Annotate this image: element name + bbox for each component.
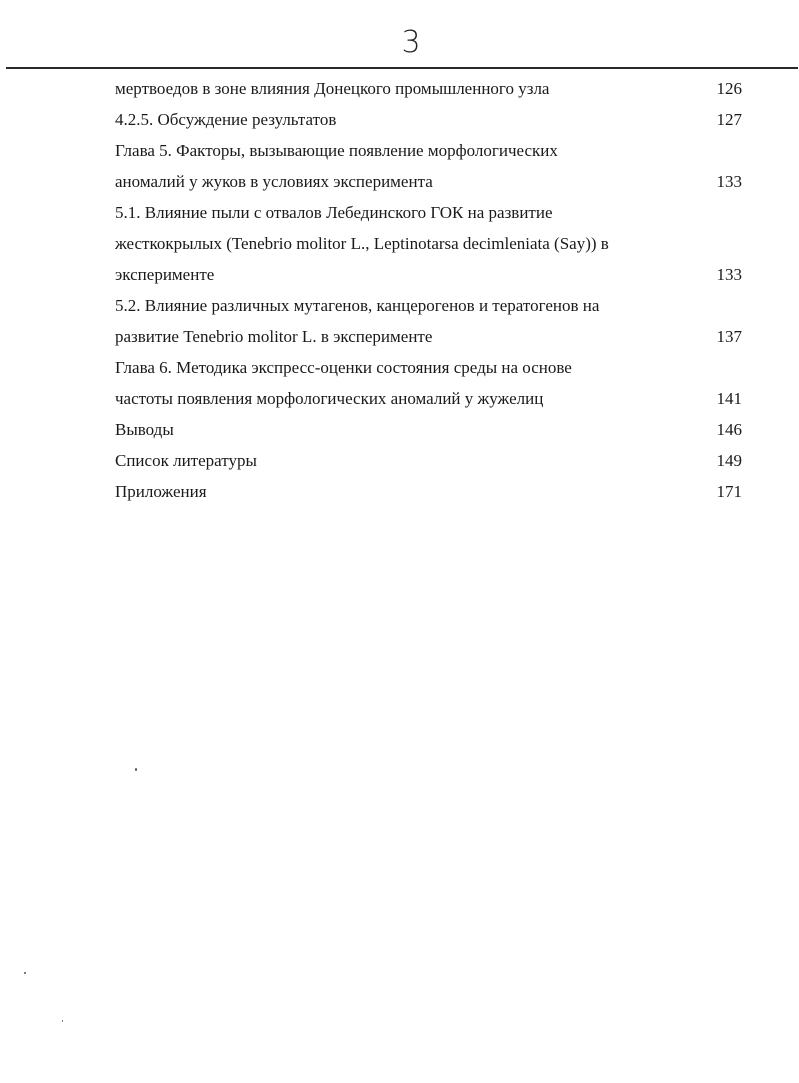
toc-entry-page: 137 bbox=[716, 327, 742, 346]
toc-entry-text: 5.2. Влияние различных мутагенов, канцерогенов и тератогенов на bbox=[115, 296, 600, 315]
toc-entry-text: аномалий у жуков в условиях эксперимента bbox=[115, 172, 433, 191]
toc-entry-page: 146 bbox=[716, 420, 742, 439]
toc-entry-page: 126 bbox=[716, 79, 742, 98]
scan-speck bbox=[135, 768, 137, 771]
toc-line bbox=[115, 166, 742, 197]
toc-line bbox=[115, 135, 742, 166]
toc-line bbox=[115, 445, 742, 476]
toc-line bbox=[115, 197, 742, 228]
toc-entry-text: 4.2.5. Обсуждение результатов bbox=[115, 110, 337, 129]
toc-entry-text: Выводы bbox=[115, 420, 174, 439]
toc-entry-text: эксперименте bbox=[115, 265, 215, 284]
toc-line bbox=[115, 352, 742, 383]
toc-line bbox=[115, 414, 742, 445]
toc-entry-text: частоты появления морфологических аномалий у жужелиц bbox=[115, 389, 544, 408]
toc-entry-page: 141 bbox=[716, 389, 742, 408]
toc-entry-page: 127 bbox=[716, 110, 742, 129]
toc-entry-page: 149 bbox=[716, 451, 742, 470]
toc-entry-page: 171 bbox=[716, 482, 742, 501]
toc-entry-page: 133 bbox=[716, 265, 742, 284]
toc-entry-text: 5.1. Влияние пыли с отвалов Лебединского ГОК на развитие bbox=[115, 203, 553, 222]
scan-speck bbox=[62, 1020, 63, 1022]
toc-entry-text: развитие Tenebrio molitor L. в эксперименте bbox=[115, 327, 433, 346]
toc-line bbox=[115, 228, 742, 259]
toc-entry-text: Глава 5. Факторы, вызывающие появление морфологических bbox=[115, 141, 558, 160]
scan-speck bbox=[24, 972, 26, 974]
toc-line bbox=[115, 73, 742, 104]
table-of-contents bbox=[115, 73, 742, 507]
toc-entry-text: мертвоедов в зоне влияния Донецкого промышленного узла bbox=[115, 79, 550, 98]
toc-line bbox=[115, 259, 742, 290]
toc-entry-text: Приложения bbox=[115, 482, 207, 501]
toc-line bbox=[115, 104, 742, 135]
toc-entry-text: жесткокрылых (Tenebrio molitor L., Leptinotarsa decimleniata (Say)) в bbox=[115, 234, 609, 253]
toc-line bbox=[115, 476, 742, 507]
header-rule bbox=[6, 67, 798, 69]
toc-line bbox=[115, 383, 742, 414]
toc-entry-text: Глава 6. Методика экспресс-оценки состояния среды на основе bbox=[115, 358, 572, 377]
page-number: 3 bbox=[401, 25, 421, 60]
toc-entry-page: 133 bbox=[716, 172, 742, 191]
toc-line bbox=[115, 321, 742, 352]
toc-entry-text: Список литературы bbox=[115, 451, 257, 470]
toc-line bbox=[115, 290, 742, 321]
